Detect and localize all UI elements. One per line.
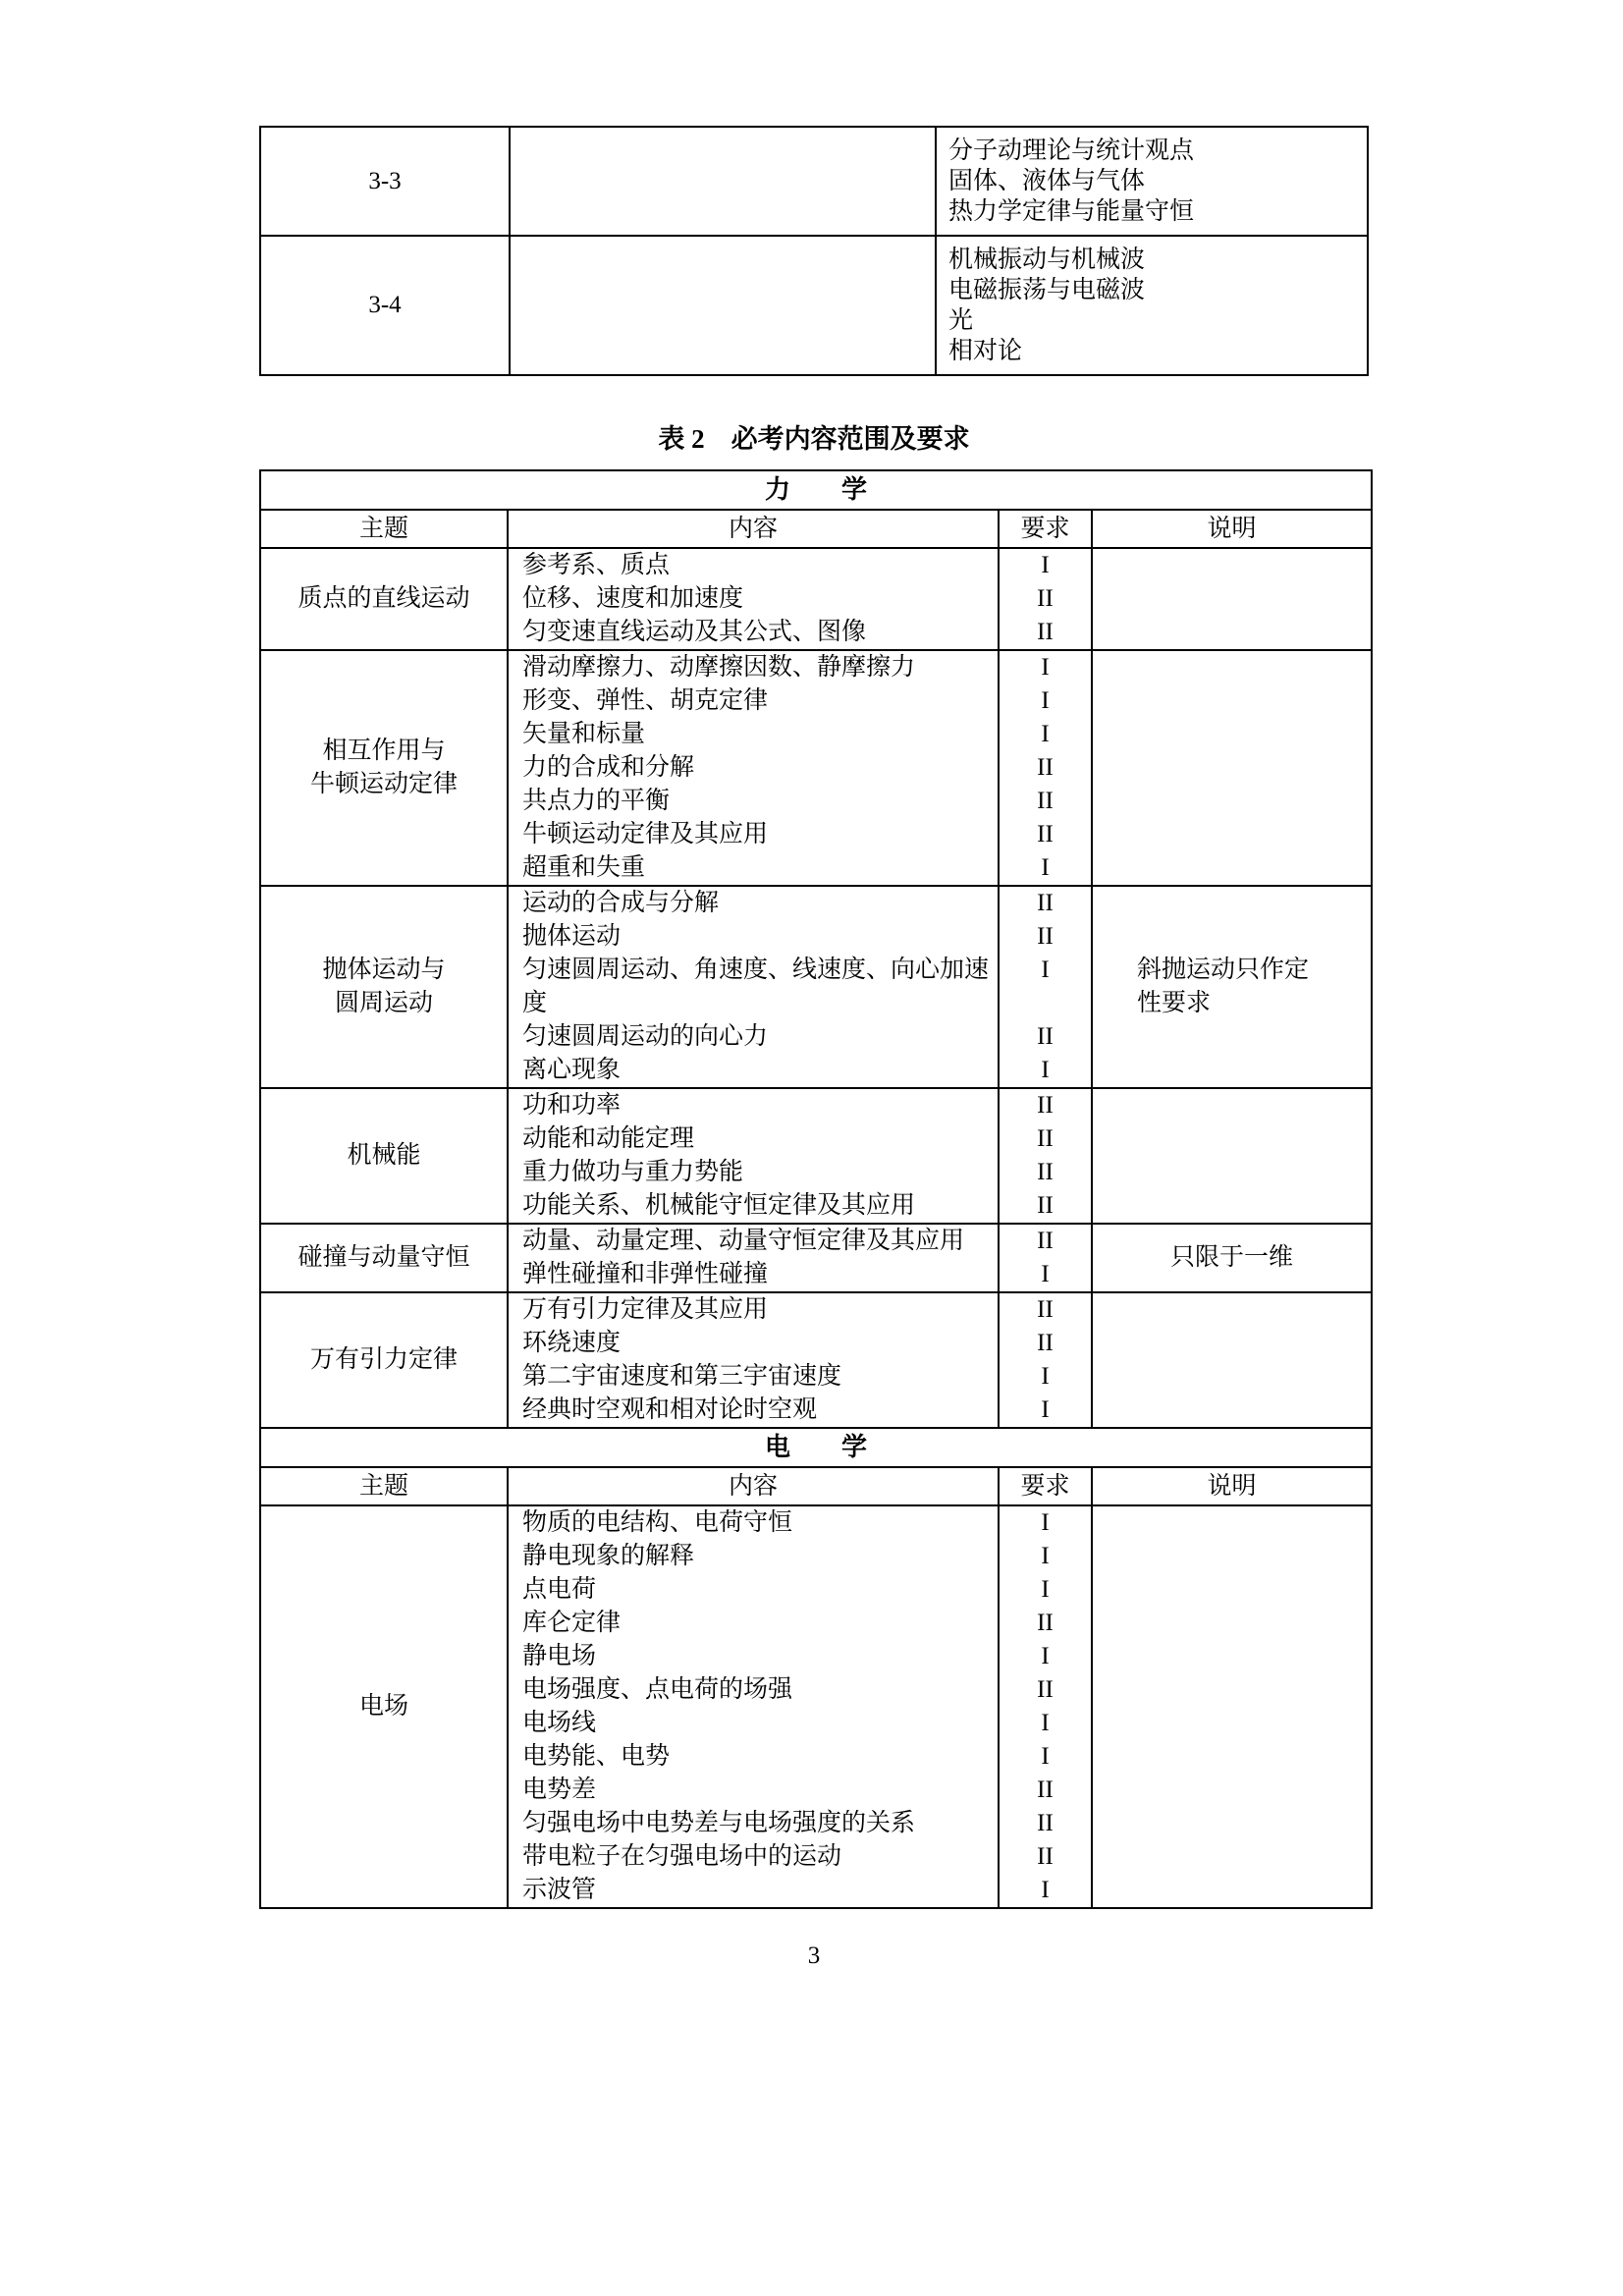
requirement-cell: II [998,887,1091,920]
column-header: 主题 [358,1473,408,1500]
topic-block [261,1293,1371,1429]
content-cell: 匀强电场中电势差与电场强度的关系 [507,1807,998,1840]
module-content-cell [936,127,1368,236]
table2-title: 表 2 必考内容范围及要求 [658,424,970,454]
requirement-cell: II [998,1122,1091,1156]
note-cell: 斜抛运动只作定性要求 [1091,887,1371,1087]
content-cell: 离心现象 [507,1054,998,1087]
content-cell: 功和功率 [507,1089,998,1122]
column-header: 要求 [998,1468,1091,1504]
topic-block [261,1089,1371,1225]
requirement-cell: II [998,751,1091,785]
requirement-cell: II [998,616,1091,649]
column-header-row [261,1468,1371,1506]
content-line: 光 [948,307,974,334]
requirement-cell: I [998,549,1091,582]
note-cell [1091,549,1371,649]
content-cell: 形变、弹性、胡克定律 [507,684,998,718]
module-code-cell: 3-3 [260,127,510,236]
requirement-cell: I [998,1874,1091,1907]
topic-block [261,549,1371,651]
column-header: 主题 [358,516,408,542]
column-header: 内容 [507,1468,998,1504]
content-cell: 重力做功与重力势能 [507,1156,998,1189]
module-row [260,236,1368,375]
requirement-cell: II [998,920,1091,954]
module-empty-cell [510,236,936,375]
requirement-cell: I [998,684,1091,718]
content-line: 电磁振荡与电磁波 [948,277,1146,303]
requirement-cell: II [998,1189,1091,1223]
content-cell: 弹性碰撞和非弹性碰撞 [507,1258,998,1291]
module-row [260,127,1368,236]
content-cell: 位移、速度和加速度 [507,582,998,616]
topic-name-line: 圆周运动 [334,990,433,1016]
requirements-table [259,469,1373,1909]
note-cell [1091,1089,1371,1223]
content-cell: 静电场 [507,1640,998,1673]
content-cell: 库仑定律 [507,1607,998,1640]
topic-name-line: 碰撞与动量守恒 [298,1244,470,1271]
content-cell: 牛顿运动定律及其应用 [507,818,998,851]
topic-cell [261,1293,507,1427]
requirement-cell: I [998,851,1091,885]
content-cell: 超重和失重 [507,851,998,885]
content-line: 机械振动与机械波 [948,246,1146,273]
content-cell: 环绕速度 [507,1327,998,1360]
topic-cell [261,1089,507,1223]
content-cell: 匀速圆周运动的向心力 [507,1020,998,1054]
topic-block [261,651,1371,887]
content-cell: 电势能、电势 [507,1740,998,1774]
module-empty-cell [510,127,936,236]
topic-name-line: 相互作用与 [322,738,446,764]
note-cell [1091,1506,1371,1907]
content-cell: 带电粒子在匀强电场中的运动 [507,1840,998,1874]
content-line: 固体、液体与气体 [948,168,1146,194]
requirement-cell: I [998,718,1091,751]
requirement-cell: II [998,1020,1091,1054]
requirement-cell: I [998,954,1091,1020]
content-cell: 匀变速直线运动及其公式、图像 [507,616,998,649]
module-code-cell: 3-4 [260,236,510,375]
section-header: 力 学 [261,471,1371,511]
content-cell: 功能关系、机械能守恒定律及其应用 [507,1189,998,1223]
requirement-cell: II [998,1673,1091,1707]
column-header: 内容 [507,511,998,547]
content-cell: 电场线 [507,1707,998,1740]
requirement-cell: I [998,1540,1091,1573]
content-cell: 共点力的平衡 [507,785,998,818]
topic-cell [261,549,507,649]
topic-block [261,1506,1371,1907]
content-cell: 矢量和标量 [507,718,998,751]
content-cell: 电势差 [507,1774,998,1807]
requirement-cell: I [998,1258,1091,1291]
content-cell: 经典时空观和相对论时空观 [507,1394,998,1427]
note-cell [1091,1293,1371,1427]
requirement-cell: II [998,1225,1091,1258]
content-cell: 抛体运动 [507,920,998,954]
content-cell: 物质的电结构、电荷守恒 [507,1506,998,1540]
topic-name-line: 牛顿运动定律 [309,771,458,797]
content-cell: 第二宇宙速度和第三宇宙速度 [507,1360,998,1394]
note-cell: 只限于一维 [1091,1225,1371,1291]
content-cell: 匀速圆周运动、角速度、线速度、向心加速度 [507,954,998,1020]
topic-cell [261,651,507,885]
topic-cell [261,1225,507,1291]
requirement-cell: I [998,1394,1091,1427]
topic-block [261,887,1371,1089]
document-page [259,0,1369,1970]
topic-name-line: 质点的直线运动 [298,585,470,612]
requirement-cell: II [998,1089,1091,1122]
content-cell: 点电荷 [507,1573,998,1607]
requirement-cell: II [998,818,1091,851]
requirement-cell: II [998,582,1091,616]
topic-cell [261,1506,507,1907]
column-header: 说明 [1091,1468,1371,1504]
requirement-cell: I [998,1360,1091,1394]
requirement-cell: I [998,1054,1091,1087]
section-header: 电 学 [261,1429,1371,1468]
requirement-cell: I [998,1707,1091,1740]
content-cell: 电场强度、点电荷的场强 [507,1673,998,1707]
content-cell: 动能和动能定理 [507,1122,998,1156]
column-header-row [261,511,1371,549]
requirement-cell: II [998,1156,1091,1189]
requirement-cell: I [998,1573,1091,1607]
content-line: 分子动理论与统计观点 [948,137,1195,164]
content-cell: 示波管 [507,1874,998,1907]
content-cell: 动量、动量定理、动量守恒定律及其应用 [507,1225,998,1258]
topic-block [261,1225,1371,1293]
column-header: 要求 [998,511,1091,547]
continuation-table [259,126,1369,376]
topic-name-line: 抛体运动与 [322,957,446,983]
requirement-cell: II [998,1293,1091,1327]
content-cell: 运动的合成与分解 [507,887,998,920]
requirement-cell: II [998,1774,1091,1807]
requirement-cell: II [998,785,1091,818]
topic-cell [261,887,507,1087]
continuation-table-body [260,127,1368,375]
requirement-cell: II [998,1840,1091,1874]
column-header: 说明 [1091,511,1371,547]
page-number: 3 [807,1942,821,1969]
topic-name-line: 机械能 [347,1142,421,1169]
content-cell: 万有引力定律及其应用 [507,1293,998,1327]
requirement-cell: II [998,1327,1091,1360]
content-line: 热力学定律与能量守恒 [948,198,1195,225]
requirement-cell: I [998,651,1091,684]
note-cell [1091,651,1371,885]
content-cell: 静电现象的解释 [507,1540,998,1573]
requirement-cell: I [998,1740,1091,1774]
requirement-cell: II [998,1807,1091,1840]
content-cell: 滑动摩擦力、动摩擦因数、静摩擦力 [507,651,998,684]
content-cell: 力的合成和分解 [507,751,998,785]
topic-name-line: 万有引力定律 [309,1346,458,1373]
module-content-cell [936,236,1368,375]
requirement-cell: I [998,1640,1091,1673]
content-line: 相对论 [948,338,1023,364]
topic-name-line: 电场 [358,1693,408,1720]
requirement-cell: I [998,1506,1091,1540]
content-cell: 参考系、质点 [507,549,998,582]
requirement-cell: II [998,1607,1091,1640]
